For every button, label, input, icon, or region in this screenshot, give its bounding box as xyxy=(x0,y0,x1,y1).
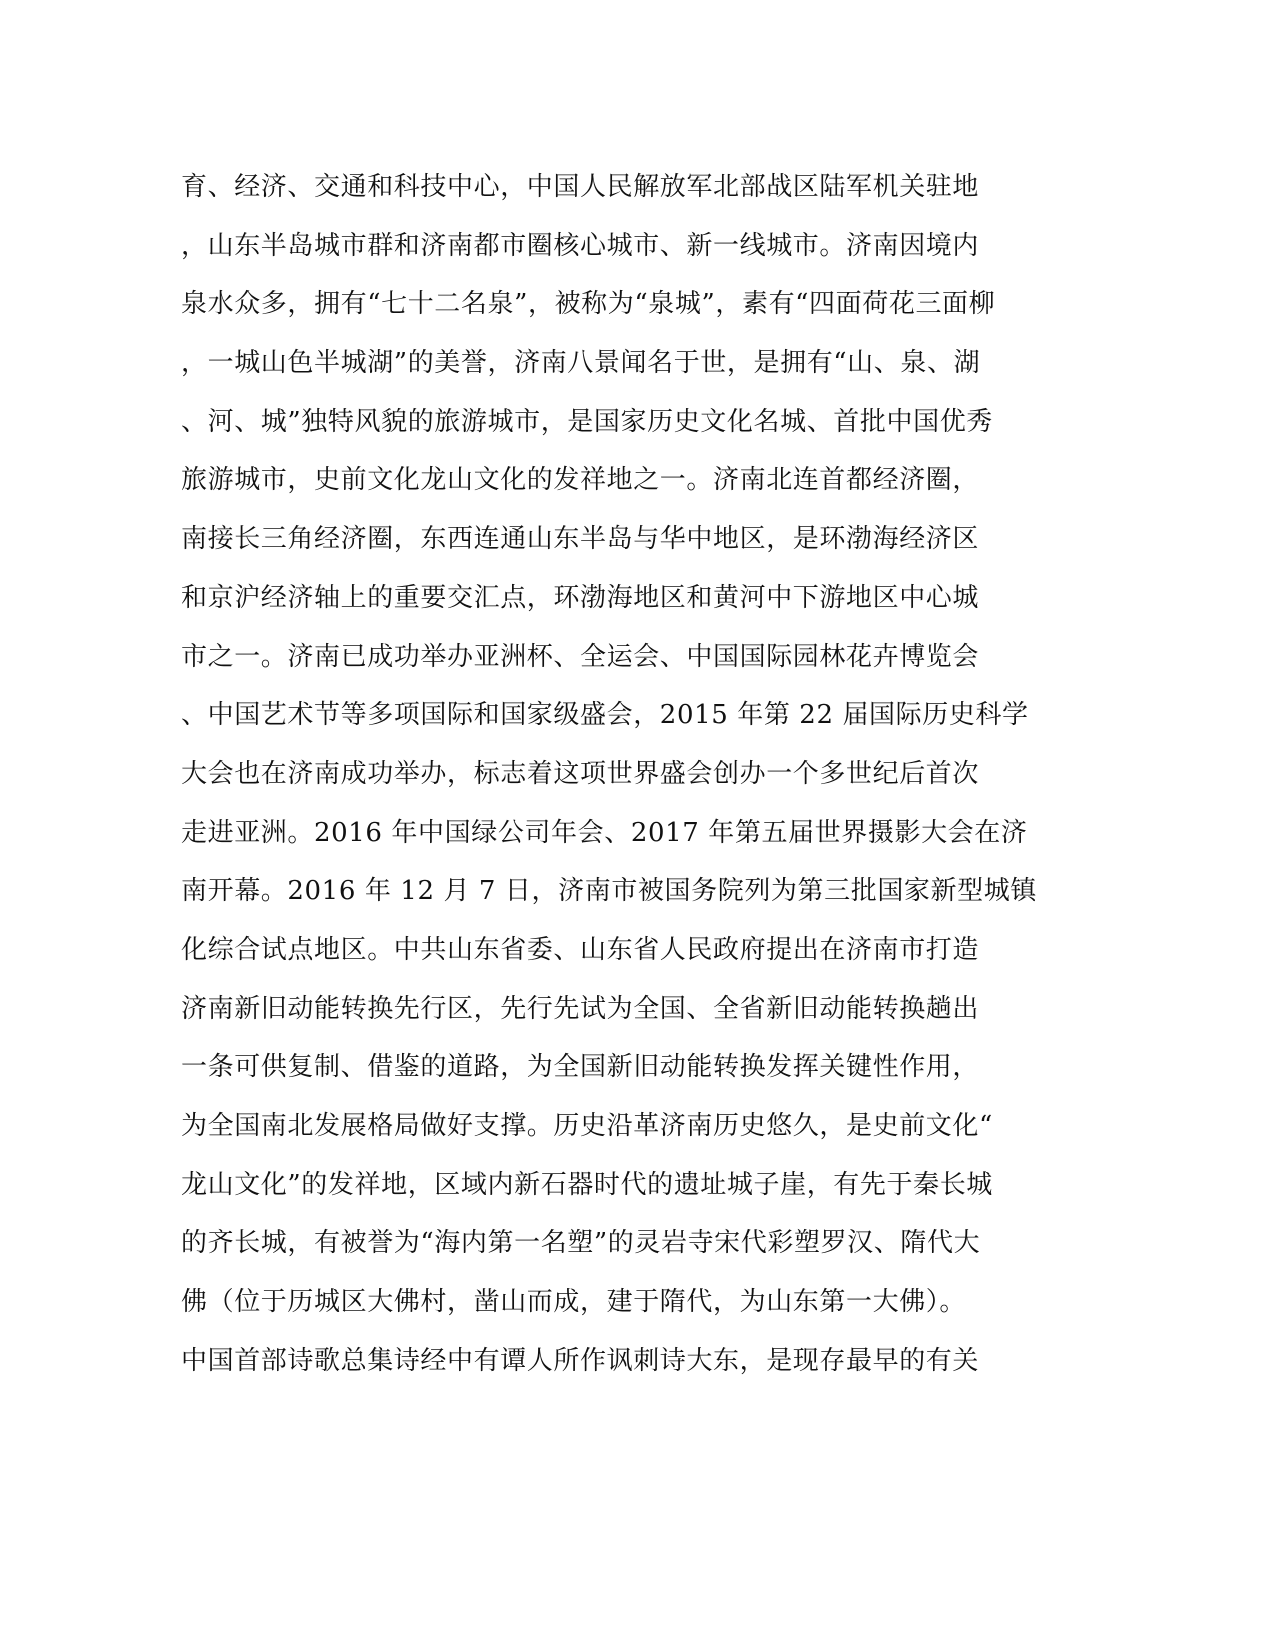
text-line: 和京沪经济轴上的重要交汇点，环渤海地区和黄河中下游地区中心城 xyxy=(181,582,980,613)
text-line: 化综合试点地区。中共山东省委、山东省人民政府提出在济南市打造 xyxy=(181,934,980,965)
text-line: 、河、城”独特风貌的旅游城市，是国家历史文化名城、首批中国优秀 xyxy=(181,406,993,437)
text-line: 中国首部诗歌总集诗经中有谭人所作讽刺诗大东，是现存最早的有关 xyxy=(181,1345,980,1376)
text-line: ，山东半岛城市群和济南都市圈核心城市、新一线城市。济南因境内 xyxy=(181,230,980,261)
body-text xyxy=(181,158,1061,1390)
text-line: 大会也在济南成功举办，标志着这项世界盛会创办一个多世纪后首次 xyxy=(181,758,980,789)
text-line: 走进亚洲。2016 年中国绿公司年会、2017 年第五届世界摄影大会在济 xyxy=(181,817,1028,848)
text-line: 龙山文化”的发祥地，区域内新石器时代的遗址城子崖，有先于秦长城 xyxy=(181,1169,993,1200)
text-line: ，一城山色半城湖”的美誉，济南八景闻名于世，是拥有“山、泉、湖 xyxy=(181,348,981,379)
text-line: 旅游城市，史前文化龙山文化的发祥地之一。济南北连首都经济圈， xyxy=(181,465,980,496)
text-line: 佛（位于历城区大佛村，凿山而成，建于隋代，为山东第一大佛）。 xyxy=(181,1287,967,1318)
text-line: 为全国南北发展格局做好支撑。历史沿革济南历史悠久，是史前文化“ xyxy=(181,1111,993,1141)
text-line: 南开幕。2016 年 12 月 7 日，济南市被国务院列为第三批国家新型城镇 xyxy=(181,876,1037,907)
text-line: 济南新旧动能转换先行区，先行先试为全国、全省新旧动能转换趟出 xyxy=(181,993,980,1024)
text-line: 的齐长城，有被誉为“海内第一名塑”的灵岩寺宋代彩塑罗汉、隋代大 xyxy=(181,1228,981,1259)
text-line: 市之一。济南已成功举办亚洲杯、全运会、中国国际园林花卉博览会 xyxy=(181,641,980,672)
text-line: 育、经济、交通和科技中心，中国人民解放军北部战区陆军机关驻地 xyxy=(181,172,980,202)
text-line: 、中国艺术节等多项国际和国家级盛会，2015 年第 22 届国际历史科学 xyxy=(181,700,1029,731)
text-line: 泉水众多，拥有“七十二名泉”，被称为“泉城”，素有“四面荷花三面柳 xyxy=(181,289,996,320)
text-line: 一条可供复制、借鉴的道路，为全国新旧动能转换发挥关键性作用， xyxy=(181,1052,980,1083)
text-line: 南接长三角经济圈，东西连通山东半岛与华中地区，是环渤海经济区 xyxy=(181,524,980,555)
